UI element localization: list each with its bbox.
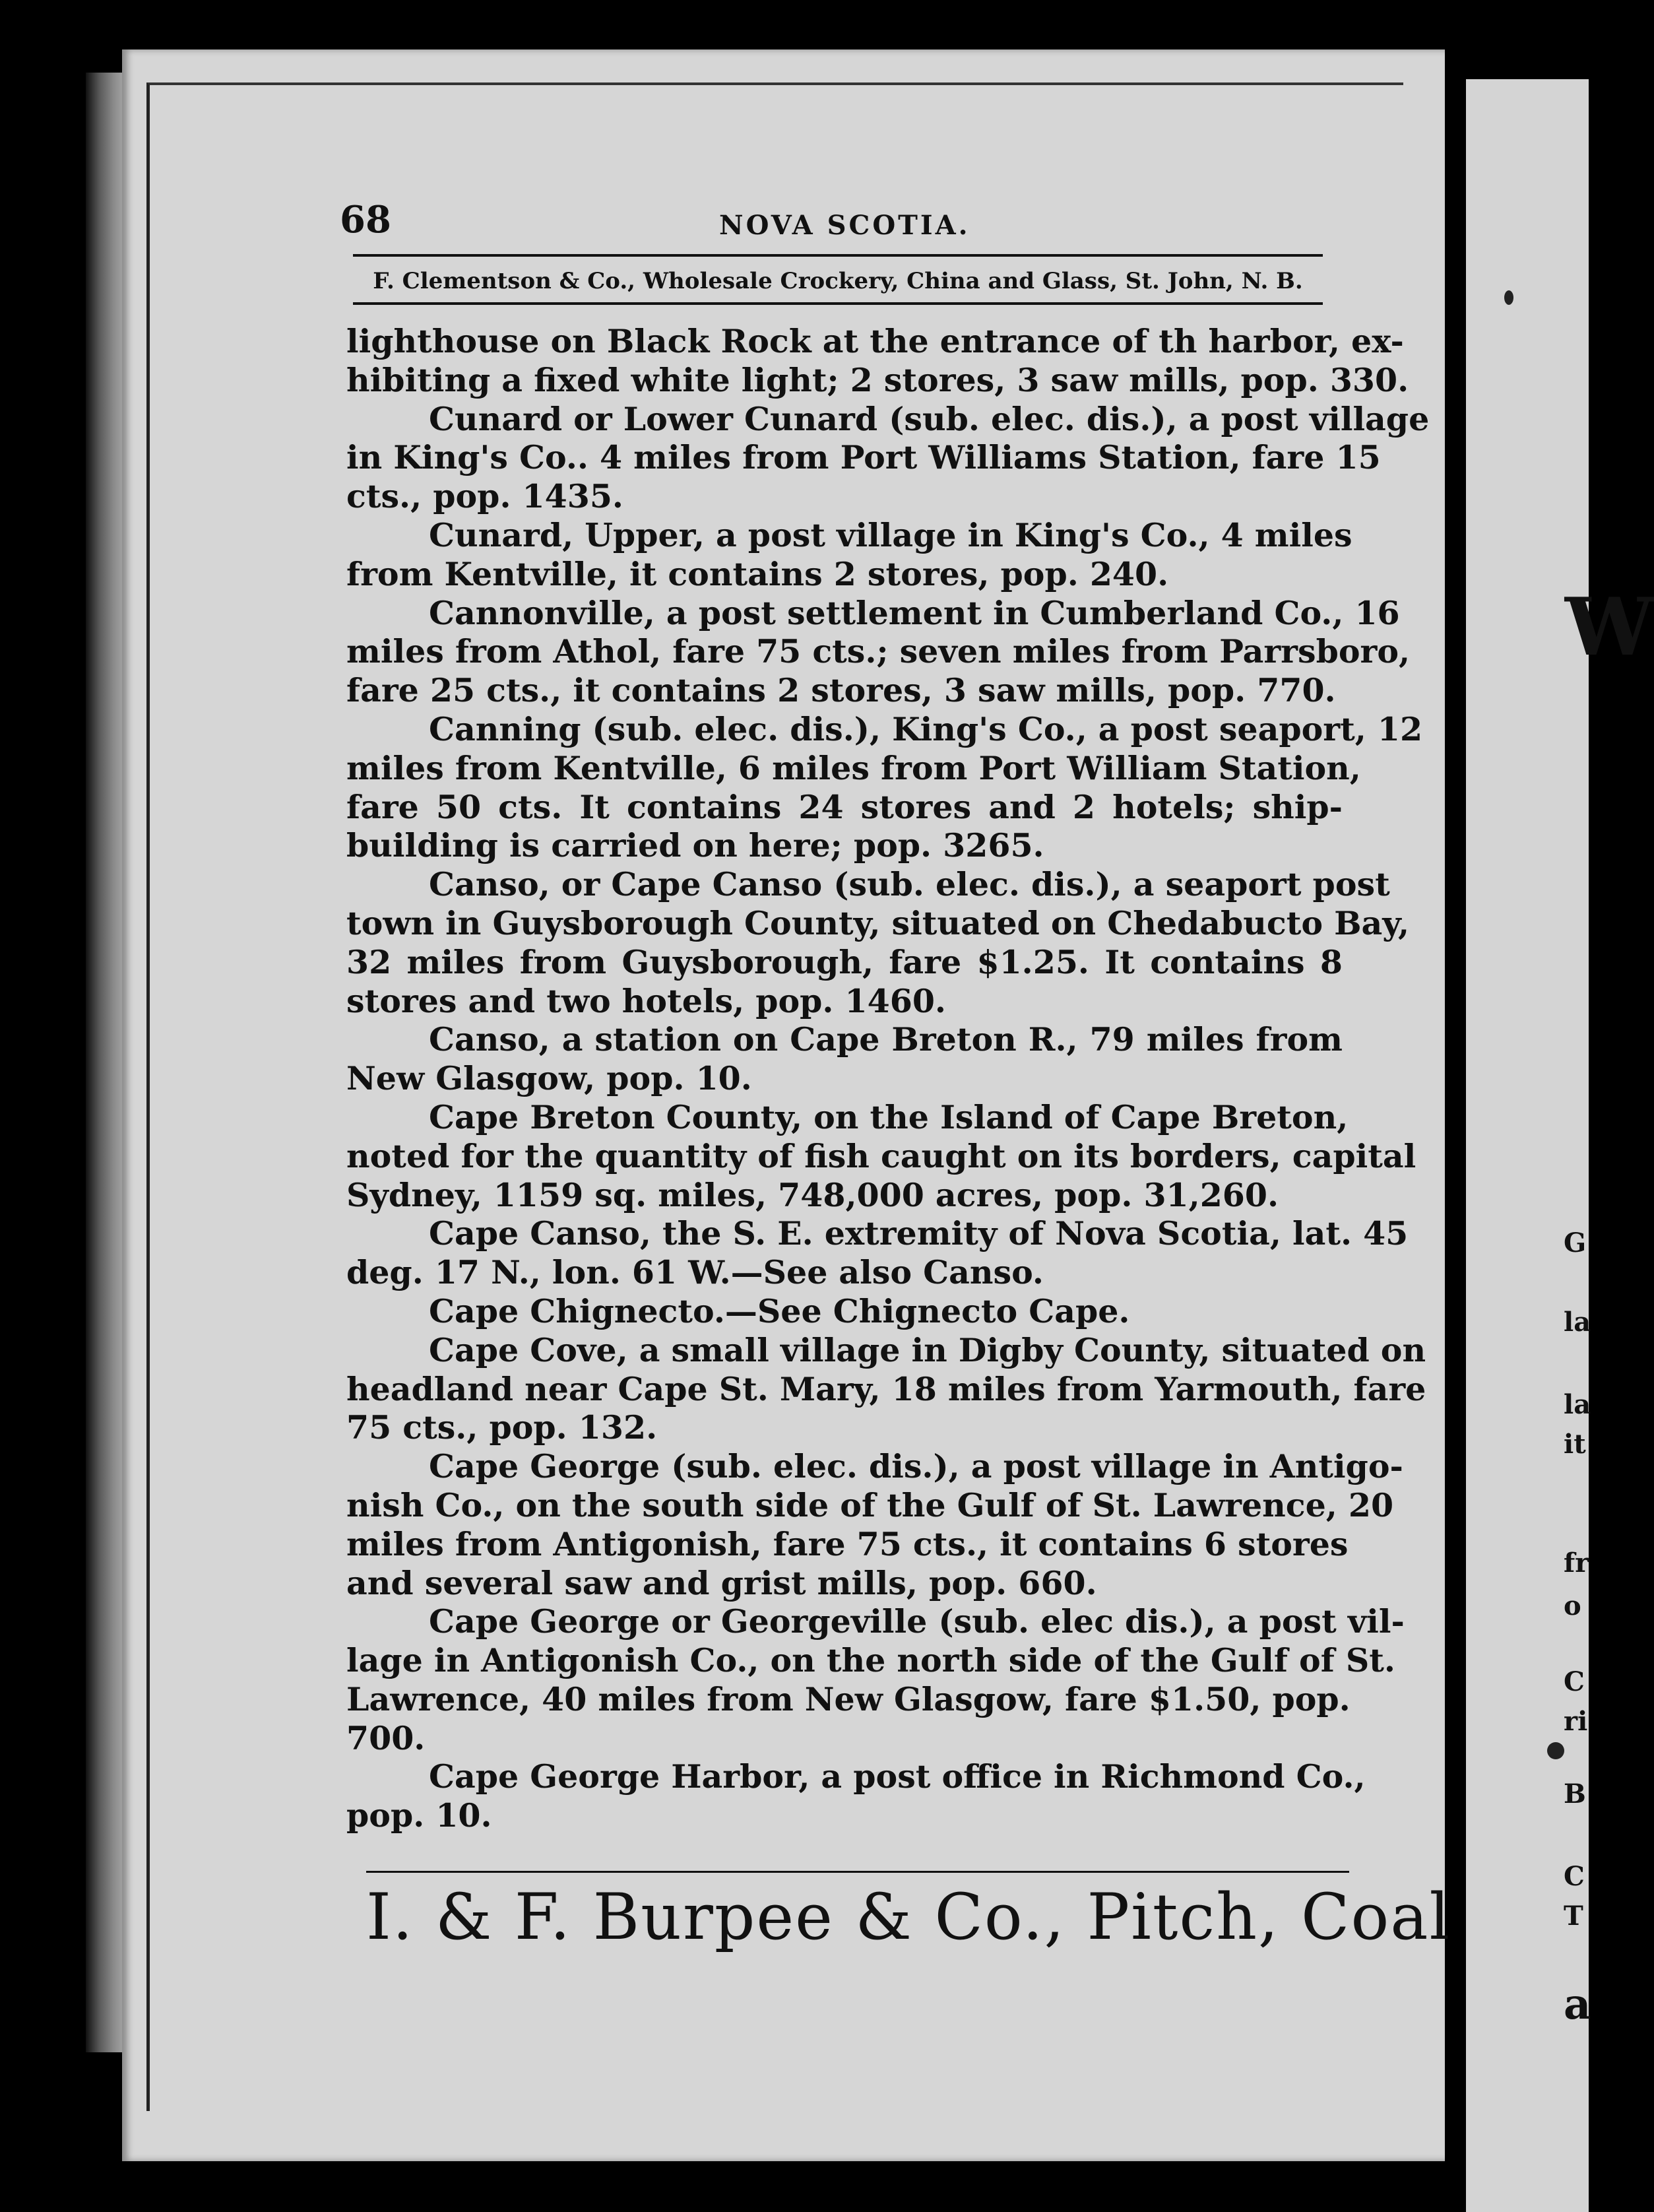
gazetteer-entry (346, 1214, 1409, 1292)
entry-line: in King's Co.. 4 miles from Port Williams Station, fare 15 (346, 438, 1381, 477)
entry-line: stores and two hotels, pop. 1460. (346, 981, 946, 1020)
entry-line: from Kentville, it contains 2 stores, pop. 240. (346, 554, 1169, 593)
top-advertisement: F. Clementson & Co., Wholesale Crockery, China and Glass, St. John, N. B. (373, 268, 1303, 294)
entry-line: 75 cts., pop. 132. (346, 1408, 658, 1447)
entry-line: Cunard or Lower Cunard (sub. elec. dis.), a post village (429, 399, 1430, 438)
adjacent-page-fragment: o (1564, 1590, 1581, 1621)
entry-line: Cape George (sub. elec. dis.), a post village in Antigo- (429, 1447, 1403, 1486)
entry-line: 32 miles from Guysborough, fare $1.25. It contains 8 (346, 942, 1343, 981)
gazetteer-entry (346, 1020, 1343, 1098)
entry-line: lage in Antigonish Co., on the north side of the Gulf of St. (346, 1641, 1395, 1680)
ad-rule (353, 302, 1323, 305)
entry-line: Cape George Harbor, a post office in Richmond Co., (429, 1757, 1366, 1796)
adjacent-page-fragment: T (1564, 1901, 1583, 1932)
entry-line: pop. 10. (346, 1796, 492, 1835)
entry-line: and several saw and grist mills, pop. 660. (346, 1563, 1097, 1602)
entry-line: fare 50 cts. It contains 24 stores and 2 hotels; ship- (346, 787, 1343, 826)
gazetteer-entry (346, 1602, 1405, 1757)
footer-rule (366, 1871, 1349, 1873)
gazetteer-entry (346, 322, 1409, 400)
entry-line: deg. 17 N., lon. 61 W.—See also Canso. (346, 1253, 1044, 1292)
adjacent-page-fragment: fr (1564, 1547, 1589, 1578)
entry-line: Cape George or Georgeville (sub. elec dis.), a post vil- (429, 1602, 1405, 1641)
entry-line: Sydney, 1159 sq. miles, 748,000 acres, pop. 31,260. (346, 1175, 1279, 1214)
gazetteer-entry (346, 1757, 1366, 1835)
entry-line: lighthouse on Black Rock at the entrance of th harbor, ex- (346, 322, 1404, 360)
entry-line: Cunard, Upper, a post village in King's Co., 4 miles (429, 515, 1352, 554)
adjacent-page-fragment: B (1564, 1778, 1586, 1809)
entry-line: noted for the quantity of fish caught on its borders, capital (346, 1136, 1416, 1175)
entry-line: 700. (346, 1718, 426, 1757)
entry-line: Canning (sub. elec. dis.), King's Co., a post seaport, 12 (429, 709, 1423, 748)
entry-line: Canso, a station on Cape Breton R., 79 miles from (429, 1020, 1343, 1059)
entry-line: nish Co., on the south side of the Gulf of St. Lawrence, 20 (346, 1485, 1394, 1524)
entry-line: Cape Chignecto.—See Chignecto Cape. (429, 1291, 1130, 1330)
page-header (340, 198, 1323, 257)
adjacent-page-edge (1466, 79, 1654, 2212)
adjacent-page-fragment: G (1564, 1227, 1587, 1258)
entry-line: Canso, or Cape Canso (sub. elec. dis.), a seaport post (429, 865, 1390, 904)
entry-line: headland near Cape St. Mary, 18 miles from Yarmouth, fare (346, 1369, 1426, 1408)
entry-line: fare 25 cts., it contains 2 stores, 3 saw mills, pop. 770. (346, 671, 1336, 710)
gazetteer-entry (346, 399, 1430, 516)
gazetteer-entries (346, 322, 1430, 1835)
bottom-advertisement: I. & F. Burpee & Co., Pitch, Coal (366, 1880, 1451, 1954)
entry-line: Lawrence, 40 miles from New Glasgow, fare $1.50, pop. (346, 1679, 1351, 1718)
scan-speck (1547, 1742, 1564, 1759)
entry-line: Cape Breton County, on the Island of Cape Breton, (429, 1097, 1349, 1136)
entry-line: Cape Canso, the S. E. extremity of Nova Scotia, lat. 45 (429, 1214, 1409, 1253)
entry-line: New Glasgow, pop. 10. (346, 1059, 752, 1098)
entry-line: miles from Kentville, 6 miles from Port William Station, (346, 748, 1361, 787)
adjacent-page-fragment: C (1564, 1861, 1585, 1892)
entry-line: miles from Antigonish, fare 75 cts., it contains 6 stores (346, 1524, 1349, 1563)
gazetteer-entry (346, 1447, 1403, 1602)
entry-line: building is carried on here; pop. 3265. (346, 826, 1044, 865)
entry-line: cts., pop. 1435. (346, 477, 623, 516)
adjacent-page-fragment: la (1564, 1389, 1591, 1420)
adjacent-page-fragment: C (1564, 1666, 1585, 1697)
gazetteer-entry (346, 593, 1411, 710)
gazetteer-entry (346, 1097, 1416, 1214)
gazetteer-entry (346, 515, 1352, 594)
entry-line: town in Guysborough County, situated on Chedabucto Bay, (346, 903, 1410, 942)
entry-line: hibiting a fixed white light; 2 stores, 3 saw mills, pop. 330. (346, 360, 1409, 399)
adjacent-page-fragment: it (1564, 1429, 1586, 1460)
entry-line: miles from Athol, fare 75 cts.; seven miles from Parrsboro, (346, 632, 1411, 671)
gazetteer-entry (346, 1330, 1426, 1447)
header-rule (353, 254, 1323, 257)
entry-line: Cannonville, a post settlement in Cumberland Co., 16 (429, 593, 1400, 632)
gazetteer-entry (346, 1292, 1343, 1331)
page-number: 68 (340, 198, 391, 242)
running-title: NOVA SCOTIA. (719, 210, 970, 241)
scan-speck (1504, 290, 1513, 305)
adjacent-page-fragment: ri (1564, 1706, 1588, 1737)
entry-line: Cape Cove, a small village in Digby County, situated on (429, 1330, 1426, 1369)
gazetteer-entry (346, 709, 1423, 865)
adjacent-page-fragment: la (1564, 1307, 1591, 1338)
gazetteer-entry (346, 865, 1410, 1020)
adjacent-page-fragment: a (1564, 1980, 1591, 2029)
adjacent-page-fragment: W (1565, 581, 1654, 674)
